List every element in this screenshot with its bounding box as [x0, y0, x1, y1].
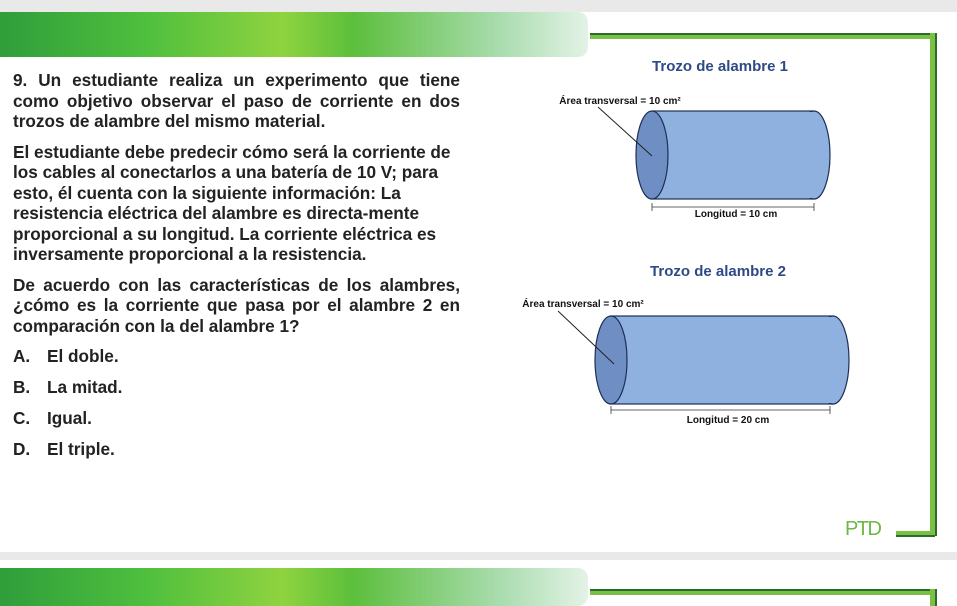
wire-2-length-dimension: [611, 406, 830, 414]
frame-right-line: [930, 33, 937, 536]
wire-2-area-label: Área transversal = 10 cm²: [522, 299, 644, 310]
frame-bottom-line: [896, 531, 935, 537]
frame-top-line: [590, 33, 934, 39]
wire-2-cylinder: [595, 316, 849, 404]
next-page-frame-top: [590, 589, 934, 595]
question-paragraph-2: De acuerdo con las características de los alambres, ¿cómo es la corriente que pasa por el alambre 2 en comparación con la del alambre 1?: [13, 274, 460, 336]
option-text: El doble.: [47, 346, 119, 366]
option-c[interactable]: [13, 408, 460, 439]
wire-1-area-label: Área transversal = 10 cm²: [559, 96, 681, 107]
option-a[interactable]: [13, 346, 460, 377]
option-text: La mitad.: [47, 377, 123, 397]
wire-1-title: Trozo de alambre 1: [652, 58, 788, 75]
option-text: Igual.: [47, 408, 92, 428]
wire-1-cylinder: [636, 111, 830, 199]
option-letter: A.: [13, 346, 31, 366]
wire-figure: [480, 48, 860, 438]
question-stem: 9. Un estudiante realiza un experimento que tiene como objetivo observar el paso de corriente en dos trozos de alambre del mismo material.: [13, 70, 460, 131]
option-letter: D.: [13, 439, 31, 459]
option-d[interactable]: [13, 439, 460, 470]
option-b[interactable]: [13, 377, 460, 408]
ptd-logo: PTD: [845, 518, 881, 540]
option-letter: B.: [13, 377, 31, 397]
question-text: [13, 70, 460, 470]
wire-1-length-label: Longitud = 10 cm: [694, 209, 778, 220]
wire-2-length-label: Longitud = 20 cm: [686, 415, 770, 426]
option-letter: C.: [13, 408, 31, 428]
answer-options: [13, 346, 460, 470]
option-text: El triple.: [47, 439, 115, 459]
next-page-frame-right: [930, 589, 937, 606]
next-page-banner: [0, 568, 588, 606]
wire-2-title: Trozo de alambre 2: [650, 263, 786, 280]
question-paragraph-1: El estudiante debe predecir cómo será la corriente de los cables al conectarlos a una batería de 10 V; para esto, él cuenta con la siguiente información: La resistencia eléctrica del alambre es directa-mente proporcional a su longitud. La corriente eléctrica es inversamente proporcional a la resistencia.: [13, 141, 451, 264]
